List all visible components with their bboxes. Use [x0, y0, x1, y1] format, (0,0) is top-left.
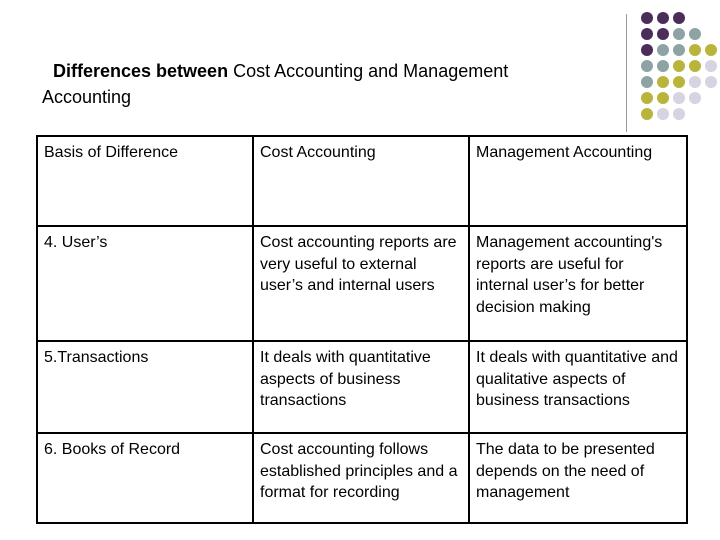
- table-row: [37, 226, 687, 341]
- title-bold-part: Differences between: [53, 61, 229, 81]
- decorative-dot: [705, 44, 717, 56]
- decorative-dot: [673, 92, 685, 104]
- table-row: [37, 433, 687, 523]
- decorative-dot: [689, 60, 701, 72]
- decorative-dot: [673, 12, 685, 24]
- decorative-dot: [657, 44, 669, 56]
- decorative-dot: [657, 12, 669, 24]
- decorative-dot: [673, 60, 685, 72]
- decorative-dot: [641, 44, 653, 56]
- table-row: [37, 341, 687, 433]
- decorative-dot: [641, 76, 653, 88]
- decorative-dot: [689, 92, 701, 104]
- header-cell-basis: Basis of Difference: [37, 136, 253, 226]
- decorative-dot: [657, 28, 669, 40]
- decorative-dot: [673, 28, 685, 40]
- decorative-dot: [657, 92, 669, 104]
- decorative-dot: [705, 76, 717, 88]
- decorative-dot: [641, 92, 653, 104]
- decorative-dot: [689, 28, 701, 40]
- table-cell: 6. Books of Record: [37, 433, 253, 523]
- table-cell: The data to be presented depends on the need of management: [469, 433, 687, 523]
- title-regular-part: Cost Accounting and Management: [228, 61, 509, 81]
- decorative-dot: [657, 60, 669, 72]
- table-cell: 4. User’s: [37, 226, 253, 341]
- decorative-dot: [673, 76, 685, 88]
- table-cell: Cost accounting reports are very useful to external user’s and internal users: [253, 226, 469, 341]
- table-cell: 5.Transactions: [37, 341, 253, 433]
- header-cell-management-accounting: Management Accounting: [469, 136, 687, 226]
- decorative-dot: [641, 12, 653, 24]
- title-line-2: Accounting: [42, 87, 132, 107]
- table-cell: It deals with quantitative aspects of business transactions: [253, 341, 469, 433]
- table-cell: It deals with quantitative and qualitative aspects of business transactions: [469, 341, 687, 433]
- slide-title: [42, 58, 642, 110]
- decorative-dot: [689, 44, 701, 56]
- decorative-dot: [641, 60, 653, 72]
- header-cell-cost-accounting: Cost Accounting: [253, 136, 469, 226]
- decorative-dot: [673, 108, 685, 120]
- table-cell: Cost accounting follows established principles and a format for recording: [253, 433, 469, 523]
- comparison-table: [36, 135, 688, 524]
- decorative-dot: [657, 76, 669, 88]
- table-cell: Management accounting's reports are useful for internal user’s for better decision making: [469, 226, 687, 341]
- decorative-dot: [705, 60, 717, 72]
- decorative-dot: [657, 108, 669, 120]
- decorative-dot: [641, 28, 653, 40]
- decorative-dot: [689, 76, 701, 88]
- table-header-row: [37, 136, 687, 226]
- decorative-dot: [673, 44, 685, 56]
- decorative-dot: [641, 108, 653, 120]
